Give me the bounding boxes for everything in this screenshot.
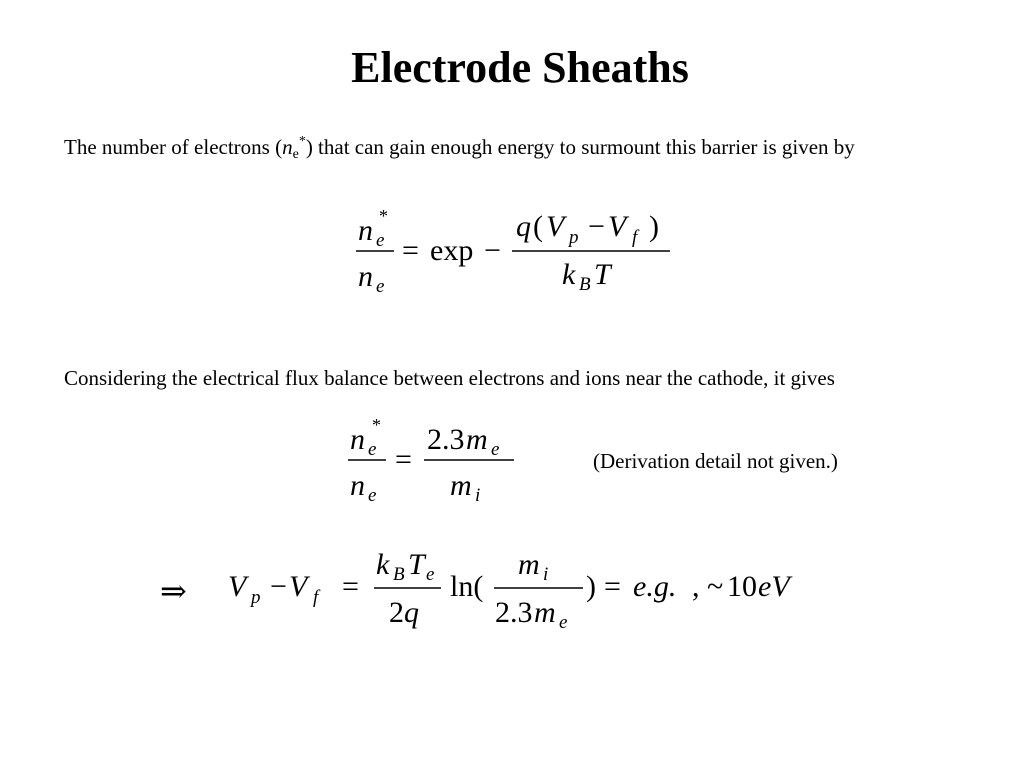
eq3-frac1-sub-e: e — [426, 564, 435, 585]
eq3-equals: = — [342, 570, 359, 603]
eq1-minus: − — [484, 234, 501, 267]
eq2-rhs-coef: 2.3 — [427, 423, 465, 456]
eq2-lhs-den-n: n — [350, 469, 365, 502]
eq1-rhs-T: T — [594, 258, 611, 291]
eq3-frac1-den-q: q — [404, 596, 419, 629]
eq3-minus: − — [270, 570, 287, 603]
eq3-V2: V — [289, 570, 308, 603]
eq3-frac1-den-2: 2 — [389, 596, 404, 629]
eq3-V1: V — [228, 570, 247, 603]
eq3-ln: ln( — [450, 570, 484, 603]
eq3-frac1-k: k — [376, 548, 390, 581]
eq1-lhs-den-n: n — [358, 260, 373, 293]
eq1-lhs-den-sub: e — [376, 276, 385, 297]
equation-2 — [344, 415, 524, 510]
eq2-lhs-num-sub: e — [368, 439, 377, 460]
eq3-frac1-T: T — [408, 548, 425, 581]
eq1-rhs-sub-B: B — [579, 274, 591, 295]
eq1-rhs-k: k — [562, 258, 576, 291]
equation-1-svg — [350, 200, 690, 310]
eq1-lhs-num-n: n — [358, 214, 373, 247]
eq1-rhs-open-paren: ( — [533, 210, 543, 243]
equation-3 — [158, 546, 818, 646]
eq3-eg: e.g. — [633, 570, 677, 603]
eq2-equals: = — [395, 443, 412, 476]
eq3-frac2-den-coef: 2.3 — [495, 596, 533, 629]
eq3-frac2-den-m: m — [534, 596, 556, 629]
eq1-equals: = — [402, 234, 419, 267]
eq3-comma-tilde: , ~ — [692, 570, 731, 603]
slide-title: Electrode Sheaths — [351, 43, 689, 92]
eq2-rhs-num-m: m — [466, 423, 488, 456]
eq3-implies-arrow: ⇒ — [160, 573, 187, 609]
eq3-unit: eV — [758, 570, 790, 603]
eq3-equals-2: = — [604, 570, 621, 603]
eq1-exp: exp — [430, 234, 474, 267]
paragraph-1-text-after: ) that can gain enough energy to surmount this barrier is given by — [305, 135, 855, 159]
eq2-lhs-num-sup: * — [372, 415, 381, 435]
paragraph-1-text-before: The number of electrons ( — [64, 135, 283, 159]
eq2-lhs-den-sub: e — [368, 485, 377, 506]
eq1-lhs-num-sub: e — [376, 230, 385, 251]
eq3-value: 10 — [727, 570, 757, 603]
eq2-rhs-den-m: m — [450, 469, 472, 502]
eq3-sub-f: f — [313, 587, 319, 608]
eq3-frac2-num-sub: i — [543, 564, 549, 585]
eq1-rhs-close-paren: ) — [649, 210, 659, 243]
inline-symbol-subscript: e — [292, 147, 299, 162]
inline-symbol-superscript: * — [298, 134, 306, 149]
eq3-frac1-sub-B: B — [393, 564, 405, 585]
equation-3-svg — [158, 546, 818, 646]
eq1-rhs-V2: V — [608, 210, 627, 243]
paragraph-1 — [64, 133, 978, 162]
eq3-frac2-den-sub: e — [559, 612, 568, 633]
eq2-rhs-num-sub: e — [491, 439, 500, 460]
eq1-rhs-q: q — [516, 210, 531, 243]
eq1-rhs-minus: − — [588, 210, 605, 243]
eq2-rhs-den-sub: i — [475, 485, 481, 506]
inline-symbol-n: n — [282, 135, 293, 159]
eq1-rhs-sub-f: f — [632, 227, 638, 248]
eq1-rhs-sub-p: p — [569, 227, 579, 248]
eq2-lhs-num-n: n — [350, 423, 365, 456]
equation-1 — [350, 200, 690, 310]
eq3-close-paren: ) — [586, 570, 596, 603]
paragraph-2: Considering the electrical flux balance between electrons and ions near the cathode, it gives — [64, 366, 835, 390]
equation-2-svg — [344, 415, 524, 510]
eq3-sub-p: p — [251, 587, 261, 608]
eq3-frac2-num-m: m — [518, 548, 540, 581]
derivation-note: (Derivation detail not given.) — [593, 449, 838, 473]
eq1-lhs-num-sup: * — [379, 206, 388, 226]
eq1-rhs-V1: V — [546, 210, 565, 243]
